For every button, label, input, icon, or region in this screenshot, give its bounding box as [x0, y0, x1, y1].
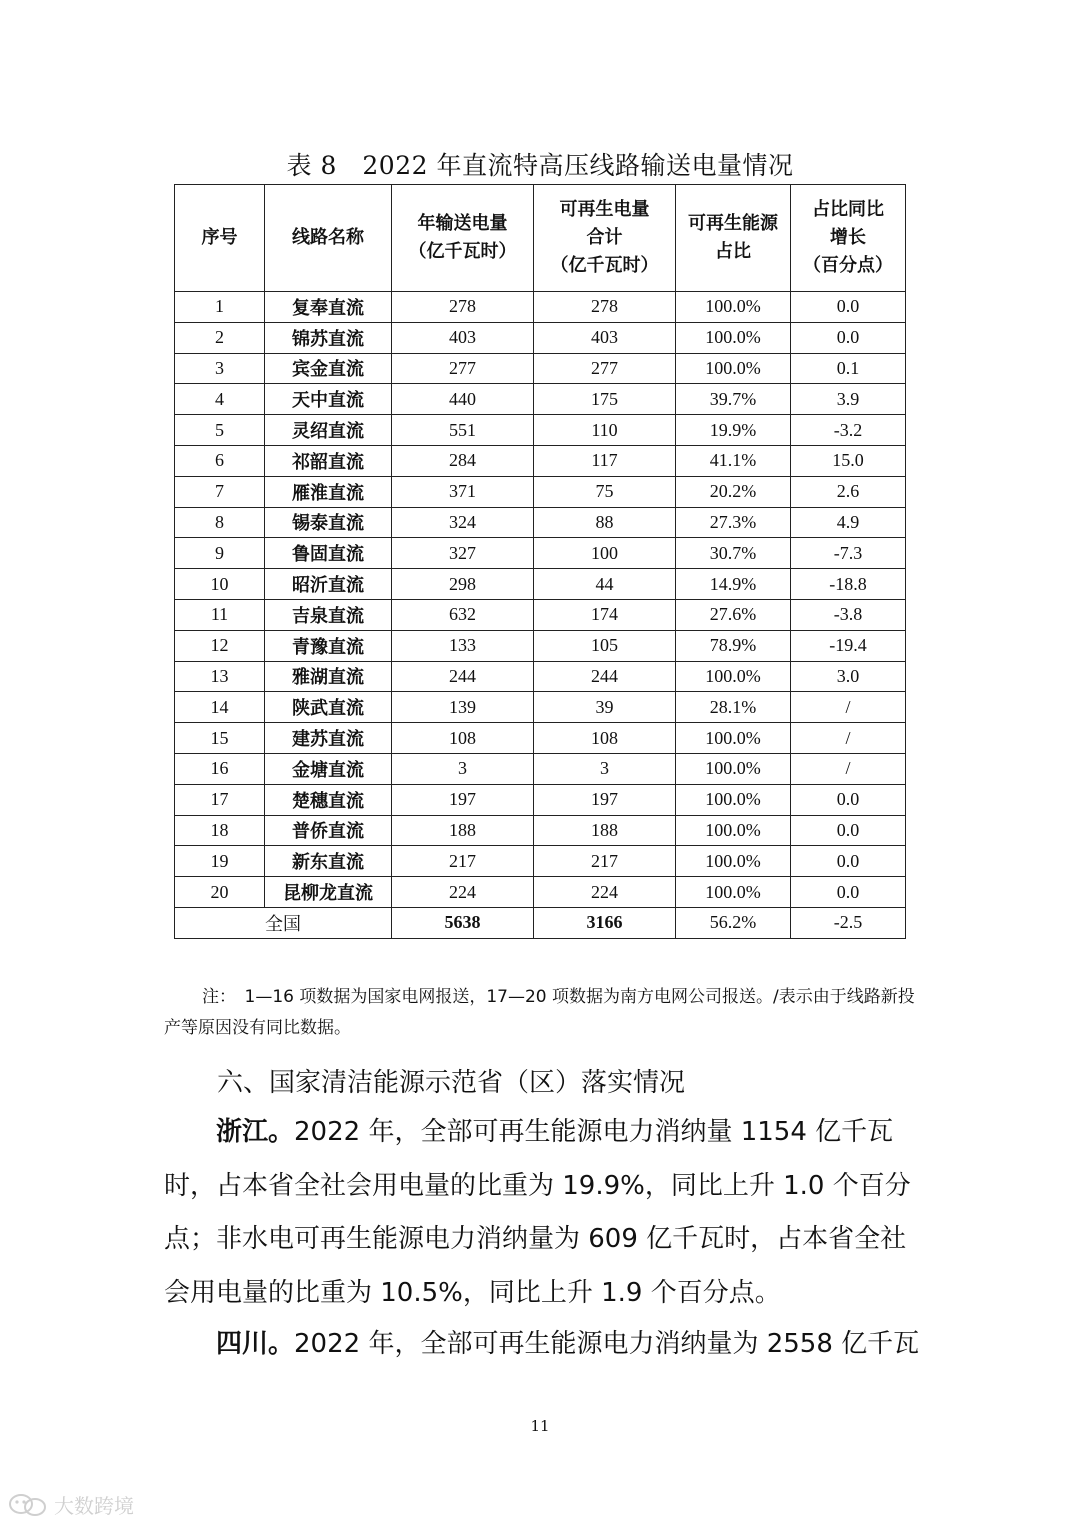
column-header-line: 占比: [715, 241, 751, 262]
table-cell: 15: [175, 723, 265, 754]
table-cell: 403: [392, 322, 534, 353]
table-cell: 197: [534, 784, 676, 815]
table-cell: 9: [175, 538, 265, 569]
table-cell: 284: [392, 445, 534, 476]
table-cell: 10: [175, 569, 265, 600]
table-cell: 632: [392, 599, 534, 630]
total-annual: 5638: [392, 907, 534, 938]
table-row: [175, 599, 906, 630]
table-cell: /: [791, 692, 906, 723]
column-header-line: 占比同比: [812, 199, 884, 220]
table-cell: 278: [534, 292, 676, 323]
table-cell: 0.0: [791, 815, 906, 846]
transmission-table: [174, 184, 906, 939]
table-cell: 133: [392, 630, 534, 661]
line-name-cell: 普侨直流: [265, 815, 392, 846]
table-cell: 3: [392, 753, 534, 784]
table-cell: 100.0%: [676, 661, 791, 692]
column-header: [392, 185, 534, 292]
paragraph-sichuan: [164, 1318, 920, 1372]
table-row: [175, 753, 906, 784]
line-name-cell: 新东直流: [265, 846, 392, 877]
table-row: [175, 384, 906, 415]
watermark-text: 大数跨境: [54, 1494, 134, 1518]
table-cell: 14: [175, 692, 265, 723]
table-cell: 14.9%: [676, 569, 791, 600]
table-row: [175, 415, 906, 446]
table-row: [175, 877, 906, 908]
line-name-cell: 吉泉直流: [265, 599, 392, 630]
section-title: 六、国家清洁能源示范省（区）落实情况: [217, 1068, 686, 1098]
table-cell: 100.0%: [676, 877, 791, 908]
total-change: -2.5: [791, 907, 906, 938]
table-cell: 224: [534, 877, 676, 908]
table-cell: 1: [175, 292, 265, 323]
table-row: [175, 292, 906, 323]
table-cell: 88: [534, 507, 676, 538]
line-name-cell: 宾金直流: [265, 353, 392, 384]
table-cell: 78.9%: [676, 630, 791, 661]
table-cell: 100.0%: [676, 815, 791, 846]
table-cell: -18.8: [791, 569, 906, 600]
table-cell: -19.4: [791, 630, 906, 661]
column-header-line: 合计: [586, 227, 623, 248]
table-note: 注： 1—16 项数据为国家电网报送，17—20 项数据为南方电网公司报送。/表示由于线路新投产等原因没有同比数据。: [164, 987, 915, 1038]
table-cell: 8: [175, 507, 265, 538]
table-total-row: [175, 907, 906, 938]
table-caption: 表 8 2022 年直流特高压线路输送电量情况: [286, 151, 794, 180]
table-row: [175, 322, 906, 353]
paragraph-lead: 四川。: [216, 1329, 295, 1359]
table-cell: 174: [534, 599, 676, 630]
table-cell: 0.0: [791, 322, 906, 353]
table-cell: 110: [534, 415, 676, 446]
line-name-cell: 复奉直流: [265, 292, 392, 323]
table-cell: 3.0: [791, 661, 906, 692]
table-cell: 27.3%: [676, 507, 791, 538]
table-cell: 244: [392, 661, 534, 692]
line-name-cell: 建苏直流: [265, 723, 392, 754]
table-cell: 100: [534, 538, 676, 569]
table-cell: 217: [534, 846, 676, 877]
table-row: [175, 692, 906, 723]
table-cell: 217: [392, 846, 534, 877]
column-header-line: 增长: [830, 227, 866, 248]
table-cell: 13: [175, 661, 265, 692]
table-cell: 277: [534, 353, 676, 384]
table-cell: 108: [534, 723, 676, 754]
table-cell: 15.0: [791, 445, 906, 476]
table-cell: 30.7%: [676, 538, 791, 569]
table-cell: 0.0: [791, 784, 906, 815]
table-cell: 100.0%: [676, 353, 791, 384]
column-header: [534, 185, 676, 292]
table-cell: 371: [392, 476, 534, 507]
line-name-cell: 天中直流: [265, 384, 392, 415]
table-cell: 100.0%: [676, 723, 791, 754]
table-cell: 19: [175, 846, 265, 877]
column-header-line: 可再生能源: [688, 213, 778, 234]
table-row: [175, 445, 906, 476]
table-cell: 12: [175, 630, 265, 661]
table-cell: 75: [534, 476, 676, 507]
table-cell: 440: [392, 384, 534, 415]
line-name-cell: 青豫直流: [265, 630, 392, 661]
table-cell: 3: [175, 353, 265, 384]
table-cell: 0.0: [791, 877, 906, 908]
paragraph-text: 2022 年，全部可再生能源电力消纳量 1154 亿千瓦时，占本省全社会用电量的比重为 19.9%，同比上升 1.0 个百分点；非水电可再生能源电力消纳量为 609 亿千瓦时，占本省全社会用电量的比重为 10.5%，同比上升 1.9 个百分点。: [164, 1117, 911, 1308]
table-cell: 324: [392, 507, 534, 538]
table-cell: 327: [392, 538, 534, 569]
table-cell: 188: [534, 815, 676, 846]
table-cell: 44: [534, 569, 676, 600]
table-cell: 139: [392, 692, 534, 723]
column-header-line: （亿千瓦时）: [408, 241, 517, 262]
table-cell: 0.0: [791, 846, 906, 877]
line-name-cell: 鲁固直流: [265, 538, 392, 569]
table-cell: 0.1: [791, 353, 906, 384]
table-cell: 16: [175, 753, 265, 784]
table-cell: 17: [175, 784, 265, 815]
column-header-line: 年输送电量: [417, 213, 508, 234]
line-name-cell: 灵绍直流: [265, 415, 392, 446]
table-row: [175, 538, 906, 569]
wechat-style-logo-icon: [8, 1492, 50, 1518]
table-row: [175, 630, 906, 661]
table-cell: 2.6: [791, 476, 906, 507]
table-cell: 20: [175, 877, 265, 908]
table-cell: 4: [175, 384, 265, 415]
line-name-cell: 楚穗直流: [265, 784, 392, 815]
table-cell: 403: [534, 322, 676, 353]
table-cell: -7.3: [791, 538, 906, 569]
table-cell: 105: [534, 630, 676, 661]
table-cell: 100.0%: [676, 846, 791, 877]
table-row: [175, 815, 906, 846]
table-cell: 3: [534, 753, 676, 784]
paragraph-text: 2022 年，全部可再生能源电力消纳量为 2558 亿千瓦: [294, 1329, 920, 1359]
line-name-cell: 锡泰直流: [265, 507, 392, 538]
table-row: [175, 784, 906, 815]
table-cell: 224: [392, 877, 534, 908]
line-name-cell: 昆柳龙直流: [265, 877, 392, 908]
table-cell: 5: [175, 415, 265, 446]
table-row: [175, 353, 906, 384]
table-cell: 11: [175, 599, 265, 630]
total-label: 全国: [175, 907, 392, 938]
table-cell: 18: [175, 815, 265, 846]
table-row: [175, 569, 906, 600]
table-cell: 7: [175, 476, 265, 507]
table-row: [175, 846, 906, 877]
line-name-cell: 昭沂直流: [265, 569, 392, 600]
table-row: [175, 661, 906, 692]
table-cell: /: [791, 723, 906, 754]
table-cell: /: [791, 753, 906, 784]
table-cell: 41.1%: [676, 445, 791, 476]
column-header-line: 序号: [201, 227, 238, 248]
table-cell: 244: [534, 661, 676, 692]
table-cell: 278: [392, 292, 534, 323]
table-cell: 27.6%: [676, 599, 791, 630]
table-cell: 0.0: [791, 292, 906, 323]
paragraph-lead: 浙江。: [216, 1117, 295, 1147]
table-cell: 100.0%: [676, 322, 791, 353]
column-header: [265, 185, 392, 292]
total-renewable: 3166: [534, 907, 676, 938]
table-body: [175, 292, 906, 908]
table-cell: 100.0%: [676, 753, 791, 784]
line-name-cell: 陕武直流: [265, 692, 392, 723]
table-cell: 100.0%: [676, 784, 791, 815]
column-header-line: （百分点）: [803, 255, 893, 276]
line-name-cell: 雁淮直流: [265, 476, 392, 507]
column-header-line: 线路名称: [292, 227, 364, 248]
table-cell: 298: [392, 569, 534, 600]
table-row: [175, 723, 906, 754]
table-cell: 3.9: [791, 384, 906, 415]
table-cell: 6: [175, 445, 265, 476]
column-header: [791, 185, 906, 292]
table-cell: 551: [392, 415, 534, 446]
column-header: [676, 185, 791, 292]
page-number: 11: [530, 1417, 550, 1435]
table-cell: 108: [392, 723, 534, 754]
line-name-cell: 祁韶直流: [265, 445, 392, 476]
line-name-cell: 锦苏直流: [265, 322, 392, 353]
table-cell: 175: [534, 384, 676, 415]
column-header-line: （亿千瓦时）: [550, 255, 659, 276]
table-cell: 4.9: [791, 507, 906, 538]
table-cell: 39.7%: [676, 384, 791, 415]
line-name-cell: 雅湖直流: [265, 661, 392, 692]
table-cell: -3.8: [791, 599, 906, 630]
table-cell: 197: [392, 784, 534, 815]
table-cell: -3.2: [791, 415, 906, 446]
table-cell: 28.1%: [676, 692, 791, 723]
table-cell: 188: [392, 815, 534, 846]
table-row: [175, 476, 906, 507]
column-header-line: 可再生电量: [559, 199, 650, 220]
total-share: 56.2%: [676, 907, 791, 938]
table-cell: 20.2%: [676, 476, 791, 507]
column-header: [175, 185, 265, 292]
table-row: [175, 507, 906, 538]
table-cell: 277: [392, 353, 534, 384]
table-cell: 39: [534, 692, 676, 723]
line-name-cell: 金塘直流: [265, 753, 392, 784]
table-cell: 19.9%: [676, 415, 791, 446]
table-cell: 100.0%: [676, 292, 791, 323]
table-header-row: [175, 185, 906, 292]
watermark: [8, 1490, 134, 1519]
paragraph-zhejiang: [164, 1106, 920, 1320]
table-cell: 2: [175, 322, 265, 353]
table-cell: 117: [534, 445, 676, 476]
